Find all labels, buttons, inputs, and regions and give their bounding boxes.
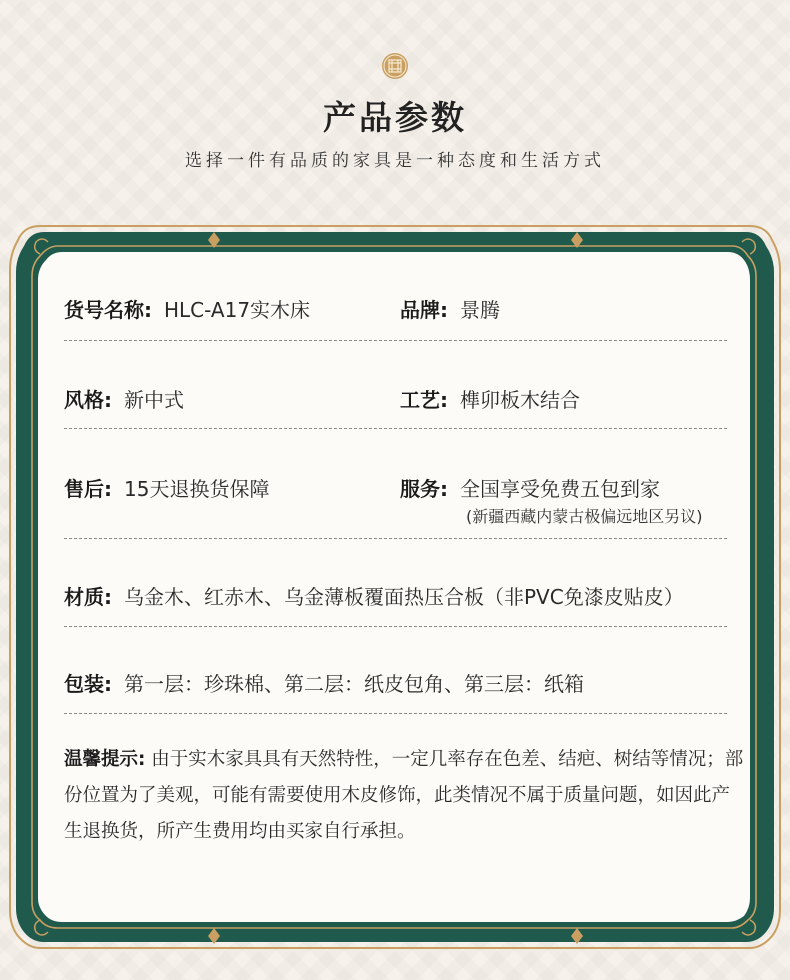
style-label: 风格: (64, 388, 112, 412)
packaging-value: 第一层：珍珠棉、第二层：纸皮包角、第三层：纸箱 (124, 672, 584, 696)
divider (64, 538, 727, 539)
spec-row-3 (64, 469, 727, 509)
after-sale-label: 售后: (64, 477, 112, 501)
service-note: (新疆西藏内蒙古极偏远地区另议) (466, 507, 703, 526)
after-sale-value: 15天退换货保障 (124, 477, 270, 501)
service-value: 全国享受免费五包到家 (460, 477, 660, 501)
tip-label: 温馨提示: (64, 749, 146, 770)
item-no-label: 货号名称: (64, 298, 152, 322)
style-value: 新中式 (124, 388, 184, 412)
material-value: 乌金木、红赤木、乌金薄板覆面热压合板（非PVC免漆皮贴皮） (124, 585, 684, 609)
warm-tip (64, 742, 744, 850)
page-subtitle: 选择一件有品质的家具是一种态度和生活方式 (185, 151, 605, 171)
spec-row-material (64, 577, 727, 617)
spec-row-1 (64, 290, 727, 330)
craft-value: 榫卯板木结合 (460, 388, 580, 412)
page-title: 产品参数 (323, 98, 467, 137)
service-label: 服务: (400, 477, 448, 501)
spec-row-2 (64, 380, 727, 420)
tip-text: 由于实木家具具有天然特性，一定几率存在色差、结疤、树结等情况；部份位置为了美观，可能有需要使用木皮修饰，此类情况不属于质量问题，如因此产生退换货，所产生费用均由买家自行承担。 (64, 749, 744, 842)
material-label: 材质: (64, 585, 112, 609)
divider (64, 428, 727, 429)
divider (64, 713, 727, 714)
divider (64, 340, 727, 341)
brand-value: 景腾 (460, 298, 500, 322)
brand-label: 品牌: (400, 298, 448, 322)
divider (64, 626, 727, 627)
packaging-label: 包装: (64, 672, 112, 696)
spec-row-packaging (64, 664, 727, 704)
item-no-value: HLC-A17实木床 (164, 298, 311, 322)
craft-label: 工艺: (400, 388, 448, 412)
